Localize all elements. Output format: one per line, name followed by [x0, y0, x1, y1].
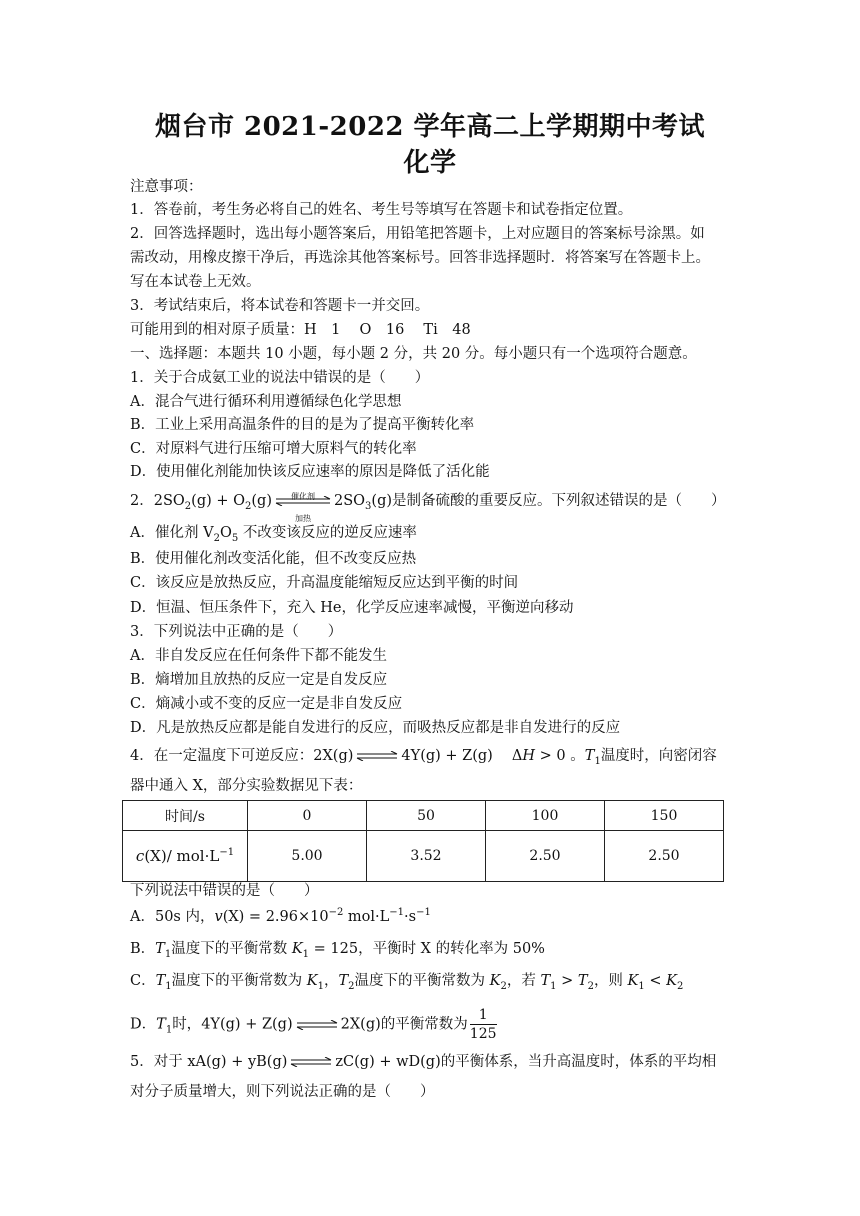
q1-option-b: B．工业上采用高温条件的目的是为了提高平衡转化率: [130, 417, 475, 433]
q2-equation-right: $2SO_3(g)$: [334, 493, 393, 512]
table-cell: 5.00: [248, 831, 367, 882]
q3-option-a: A．非自发反应在任何条件下都不能发生: [130, 648, 387, 664]
q2-number: 2．: [130, 493, 154, 509]
q4-option-b: B．$T_1$温度下的平衡常数 $K_1 = 125$，平衡时 X 的转化率为 50%: [130, 941, 545, 960]
q1-option-a: A．混合气进行循环利用遵循绿色化学思想: [130, 394, 402, 410]
table-row-label: c(X)/ $mol\cdot L^{-1}$: [123, 831, 248, 882]
q3-option-b: B．熵增加且放热的反应一定是自发反应: [130, 672, 388, 688]
q3-option-c: C．熵减小或不变的反应一定是非自发反应: [130, 696, 403, 712]
q5-stem: 5．对于 xA(g) + yB(g) zC(g) + wD(g)的平衡体系，当升高温度时，体系的平均相: [130, 1054, 717, 1070]
table-cell: 3.52: [367, 831, 486, 882]
table-cell: 50: [367, 801, 486, 831]
note-2a: 2．回答选择题时，选出每小题答案后，用铅笔把答题卡，上对应题目的答案标号涂黑。如: [130, 226, 705, 242]
q4-ask: 下列说法中错误的是（ ）: [130, 883, 319, 899]
table-cell: 100: [486, 801, 605, 831]
reversible-arrow: [274, 492, 332, 523]
atomic-masses: 可能用到的相对原子质量：H 1 O 16 Ti 48: [130, 322, 471, 338]
table-cell: 150: [605, 801, 724, 831]
q2-option-b: B．使用催化剂改变活化能，但不改变反应热: [130, 551, 417, 567]
table-row: [123, 831, 724, 882]
q2-equation-left: $2SO_2(g) + O_2(g)$: [153, 493, 272, 512]
exam-subject: 化学: [403, 148, 457, 178]
q3-option-d: D．凡是放热反应都是能自发进行的反应，而吸热反应都是非自发进行的反应: [130, 720, 621, 736]
notes-heading: 注意事项：: [130, 179, 203, 195]
q2-option-d: D．恒温、恒压条件下，充入 He，化学反应速率减慢，平衡逆向移动: [130, 600, 574, 616]
q4-option-d: D．$T_1$时，4Y(g) + Z(g) 2X(g)的平衡常数为 $\frac{1}{125}$: [130, 1007, 497, 1042]
q5-stem-line2: 对分子质量增大，则下列说法正确的是（ ）: [130, 1084, 435, 1100]
q1-option-d: D．使用催化剂能加快该反应速率的原因是降低了活化能: [130, 464, 490, 480]
table-cell: 0: [248, 801, 367, 831]
reversible-arrow: [295, 1017, 339, 1033]
note-3: 3．考试结束后，将本试卷和答题卡一并交回。: [130, 298, 430, 314]
exam-title: 烟台市 2021-2022 学年高二上学期期中考试: [154, 112, 706, 142]
reversible-arrow: [355, 748, 399, 764]
table-row: [123, 801, 724, 831]
q4-option-a: A．50s 内，$v(X) = 2.96\times 10^{-2}$ $mol\cdot L^{-1}\cdot s^{-1}$: [130, 907, 431, 925]
catalyst-label: 催化剂: [291, 492, 315, 501]
q1-option-c: C．对原料气进行压缩可增大原料气的转化率: [130, 441, 417, 457]
fraction: $\frac{1}{125}$: [469, 1007, 497, 1042]
note-2c: 写在本试卷上无效。: [130, 274, 261, 290]
q3-stem: 3．下列说法中正确的是（ ）: [130, 624, 343, 640]
table-cell: 2.50: [605, 831, 724, 882]
q2-option-a: A．催化剂 $V_2O_5$ 不改变该反应的逆反应速率: [130, 525, 417, 544]
heat-label: 加热: [295, 514, 311, 523]
note-2b: 需改动，用橡皮擦干净后，再选涂其他答案标号。回答非选择题时．将答案写在答题卡上。: [130, 250, 710, 266]
table-header-label: 时间/s: [123, 801, 248, 831]
reversible-arrow: [289, 1054, 333, 1070]
q4-option-c: C．$T_1$温度下的平衡常数为 $K_1$，$T_2$温度下的平衡常数为 $K_2$，若 $T_1 > T_2$，则 $K_1 < K_2$: [130, 973, 684, 992]
q1-stem: 1．关于合成氨工业的说法中错误的是（ ）: [130, 370, 430, 386]
note-1: 1．答卷前，考生务必将自己的姓名、考生号等填写在答题卡和试卷指定位置。: [130, 202, 633, 218]
section-heading: 一、选择题：本题共 10 小题，每小题 2 分，共 20 分。每小题只有一个选项符合题意。: [130, 346, 697, 362]
q2-stem: [130, 490, 734, 523]
table-cell: 2.50: [486, 831, 605, 882]
data-table: [122, 800, 724, 882]
q4-stem: 4．在一定温度下可逆反应：2X(g) 4Y(g) + Z(g) ΔH > 0 。$T_1$温度时，向密闭容: [130, 748, 717, 767]
q2-option-c: C．该反应是放热反应，升高温度能缩短反应达到平衡的时间: [130, 575, 519, 591]
q4-stem-line2: 器中通入 X，部分实验数据见下表：: [130, 778, 363, 794]
q2-stem-tail: 是制备硫酸的重要反应。下列叙述错误的是（ ）: [392, 493, 726, 509]
